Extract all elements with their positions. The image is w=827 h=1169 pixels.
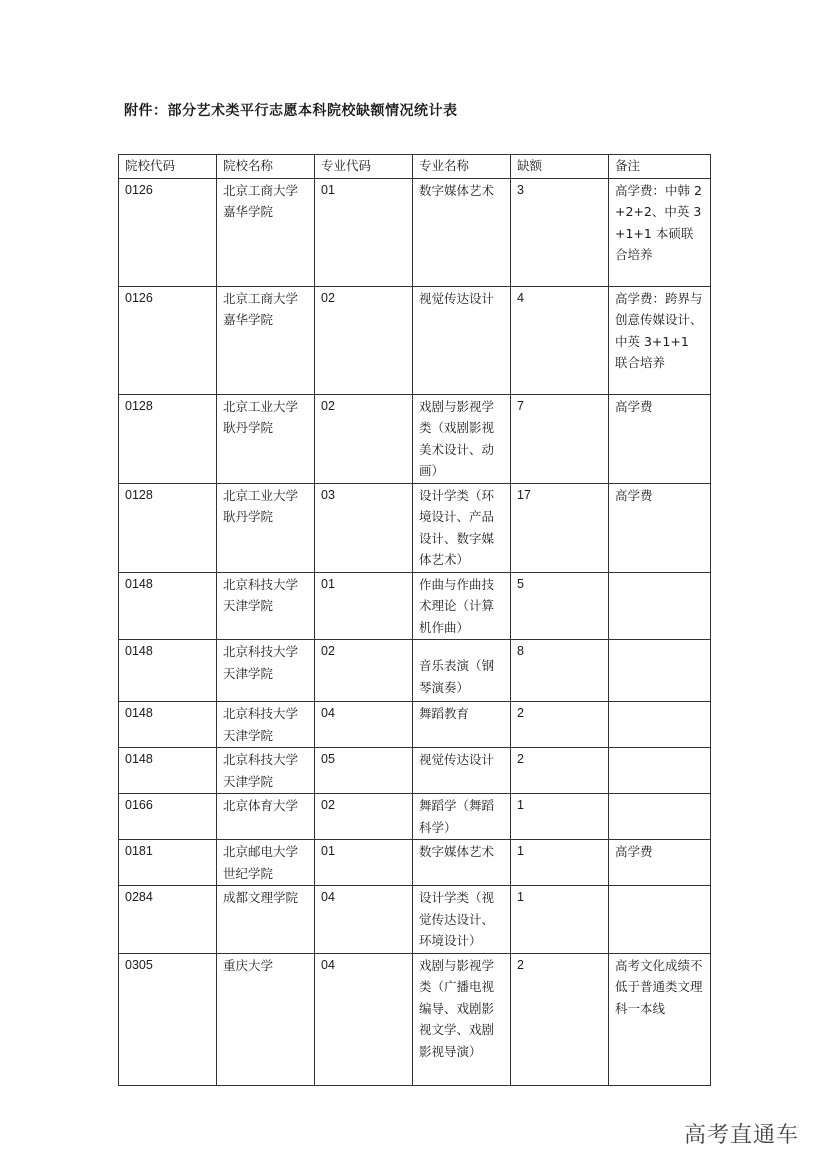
school-code-cell: 0126 <box>119 178 217 286</box>
major-name-cell: 设计学类（环境设计、产品设计、数字媒体艺术） <box>413 483 511 572</box>
vacancy-cell: 2 <box>511 702 609 748</box>
major-code-cell: 01 <box>315 178 413 286</box>
school-name-cell: 北京工商大学嘉华学院 <box>217 178 315 286</box>
vacancy-cell: 3 <box>511 178 609 286</box>
table-row <box>119 286 711 394</box>
table-row <box>119 953 711 1085</box>
major-code-cell: 02 <box>315 794 413 840</box>
watermark-text: 高考直通车 <box>683 1123 799 1148</box>
note-cell: 高学费：中韩 2+2+2、中英 3+1+1 本硕联合培养 <box>609 178 711 286</box>
note-cell <box>609 794 711 840</box>
header-vacancy: 缺额 <box>511 155 609 179</box>
school-code-cell: 0148 <box>119 640 217 702</box>
vacancy-cell: 1 <box>511 840 609 886</box>
school-code-cell: 0148 <box>119 572 217 640</box>
major-code-cell: 05 <box>315 748 413 794</box>
major-code-cell: 04 <box>315 702 413 748</box>
table-row <box>119 702 711 748</box>
school-name-cell: 北京工业大学耿丹学院 <box>217 483 315 572</box>
vacancy-table <box>118 154 711 1086</box>
vacancy-cell: 4 <box>511 286 609 394</box>
table-row <box>119 483 711 572</box>
school-name-cell: 北京体育大学 <box>217 794 315 840</box>
major-name-cell: 视觉传达设计 <box>413 286 511 394</box>
major-code-cell: 04 <box>315 953 413 1085</box>
school-name-cell: 北京科技大学天津学院 <box>217 748 315 794</box>
note-cell: 高学费 <box>609 483 711 572</box>
major-name-cell: 视觉传达设计 <box>413 748 511 794</box>
major-name-cell: 舞蹈学（舞蹈科学） <box>413 794 511 840</box>
major-name-cell: 音乐表演（钢琴演奏） <box>413 640 511 702</box>
note-cell: 高考文化成绩不低于普通类文理科一本线 <box>609 953 711 1085</box>
school-code-cell: 0128 <box>119 394 217 483</box>
school-code-cell: 0128 <box>119 483 217 572</box>
note-cell <box>609 572 711 640</box>
major-name-cell: 戏剧与影视学类（戏剧影视美术设计、动画） <box>413 394 511 483</box>
major-name-cell: 戏剧与影视学类（广播电视编导、戏剧影视文学、戏剧影视导演） <box>413 953 511 1085</box>
table-header-row <box>119 155 711 179</box>
document-title: 附件：部分艺术类平行志愿本科院校缺额情况统计表 <box>124 103 458 119</box>
major-code-cell: 02 <box>315 286 413 394</box>
school-code-cell: 0181 <box>119 840 217 886</box>
vacancy-cell: 8 <box>511 640 609 702</box>
school-code-cell: 0284 <box>119 886 217 954</box>
major-code-cell: 01 <box>315 840 413 886</box>
table-row <box>119 886 711 954</box>
note-cell <box>609 886 711 954</box>
major-code-cell: 04 <box>315 886 413 954</box>
note-cell <box>609 640 711 702</box>
note-cell <box>609 748 711 794</box>
vacancy-cell: 1 <box>511 794 609 840</box>
school-name-cell: 北京科技大学天津学院 <box>217 572 315 640</box>
school-name-cell: 成都文理学院 <box>217 886 315 954</box>
major-name-cell: 舞蹈教育 <box>413 702 511 748</box>
header-school-name: 院校名称 <box>217 155 315 179</box>
major-code-cell: 03 <box>315 483 413 572</box>
table-row <box>119 794 711 840</box>
vacancy-cell: 7 <box>511 394 609 483</box>
school-code-cell: 0148 <box>119 748 217 794</box>
vacancy-cell: 17 <box>511 483 609 572</box>
school-code-cell: 0166 <box>119 794 217 840</box>
table-row <box>119 178 711 286</box>
header-major-code: 专业代码 <box>315 155 413 179</box>
header-major-name: 专业名称 <box>413 155 511 179</box>
header-school-code: 院校代码 <box>119 155 217 179</box>
school-code-cell: 0148 <box>119 702 217 748</box>
major-name-cell: 作曲与作曲技术理论（计算机作曲） <box>413 572 511 640</box>
major-name-cell: 设计学类（视觉传达设计、环境设计） <box>413 886 511 954</box>
note-cell: 高学费：跨界与创意传媒设计、中英 3+1+1 联合培养 <box>609 286 711 394</box>
table-row <box>119 572 711 640</box>
major-name-cell: 数字媒体艺术 <box>413 178 511 286</box>
vacancy-cell: 5 <box>511 572 609 640</box>
note-cell: 高学费 <box>609 840 711 886</box>
school-name-cell: 北京科技大学天津学院 <box>217 702 315 748</box>
school-name-cell: 北京工业大学耿丹学院 <box>217 394 315 483</box>
table-row <box>119 840 711 886</box>
school-code-cell: 0305 <box>119 953 217 1085</box>
school-name-cell: 北京工商大学嘉华学院 <box>217 286 315 394</box>
school-name-cell: 重庆大学 <box>217 953 315 1085</box>
note-cell: 高学费 <box>609 394 711 483</box>
major-code-cell: 02 <box>315 640 413 702</box>
note-cell <box>609 702 711 748</box>
table-row <box>119 748 711 794</box>
vacancy-cell: 2 <box>511 748 609 794</box>
major-code-cell: 01 <box>315 572 413 640</box>
vacancy-cell: 1 <box>511 886 609 954</box>
vacancy-cell: 2 <box>511 953 609 1085</box>
major-code-cell: 02 <box>315 394 413 483</box>
header-note: 备注 <box>609 155 711 179</box>
school-name-cell: 北京邮电大学世纪学院 <box>217 840 315 886</box>
major-name-cell: 数字媒体艺术 <box>413 840 511 886</box>
school-name-cell: 北京科技大学天津学院 <box>217 640 315 702</box>
table-row <box>119 394 711 483</box>
school-code-cell: 0126 <box>119 286 217 394</box>
table-row <box>119 640 711 702</box>
